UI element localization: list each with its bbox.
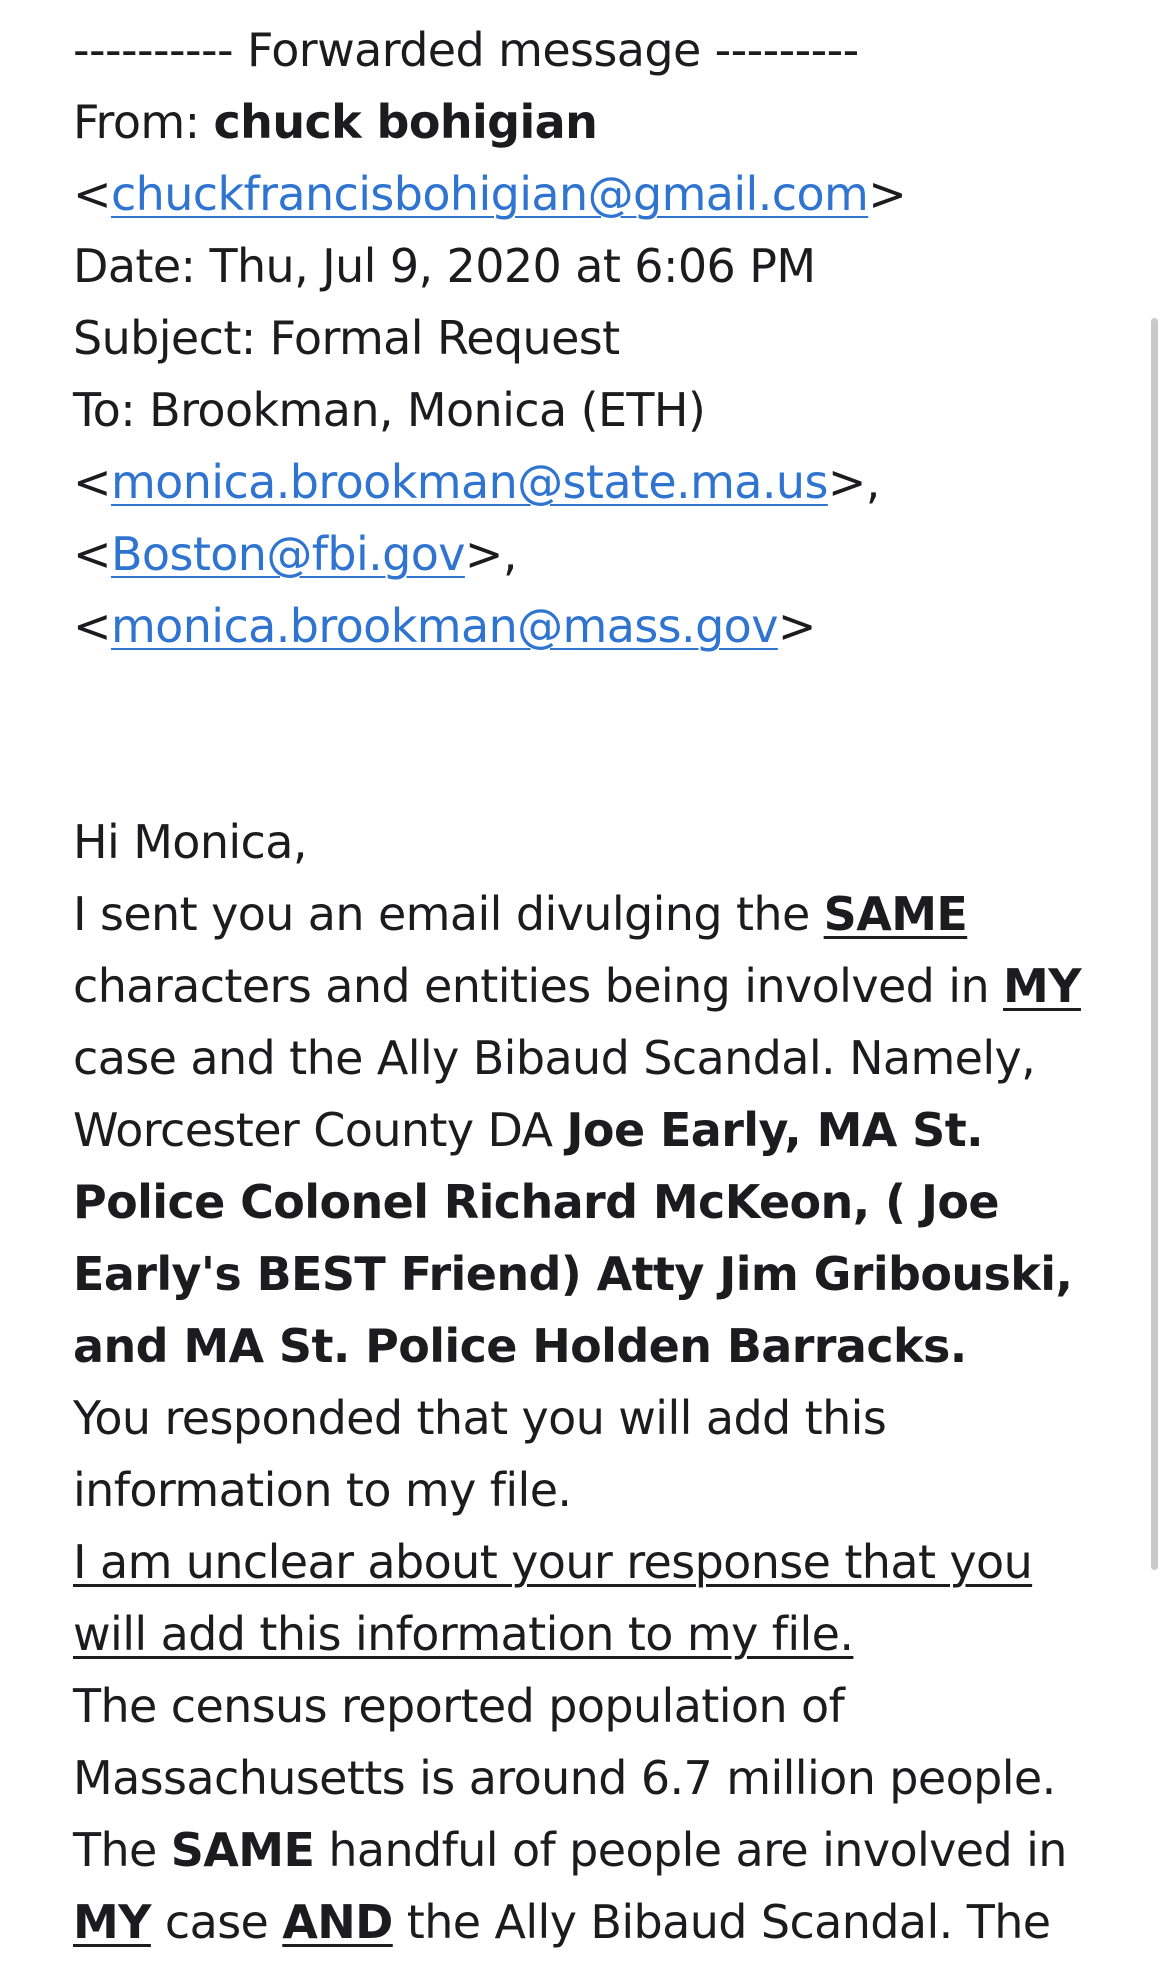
recipient-line-2: <Boston@fbi.gov>, — [73, 527, 517, 581]
recipient-email-link[interactable]: Boston@fbi.gov — [110, 527, 465, 581]
forwarded-header: ---------- Forwarded message --------- — [73, 23, 859, 77]
from-label: From: — [73, 95, 214, 149]
from-email-line: <chuckfrancisbohigian@gmail.com> — [73, 167, 907, 221]
bold-names: Police Colonel Richard McKeon, ( Joe — [73, 1175, 999, 1229]
subject-line: Subject: Formal Request — [73, 311, 620, 365]
body-paragraph: The census reported population of Massachusetts is around 6.7 million people. The SAME handful of people are involved in MY case AND the Ally Bibaud Scandal. The — [73, 1679, 1067, 1949]
sender-name: chuck bohigian — [213, 95, 598, 149]
sender-email-link[interactable]: chuckfrancisbohigian@gmail.com — [110, 167, 869, 221]
emphasis-my: MY — [73, 1895, 151, 1949]
emphasis-same: SAME — [823, 887, 968, 941]
underlined-paragraph: I am unclear about your response that you will add this information to my file. — [73, 1535, 1033, 1661]
body-paragraph: You responded that you will add this information to my file. — [73, 1391, 887, 1517]
to-line: To: Brookman, Monica (ETH) — [73, 383, 706, 437]
vertical-scrollbar[interactable] — [1151, 318, 1158, 1570]
from-line — [73, 86, 1133, 158]
recipient-email-link[interactable]: monica.brookman@state.ma.us — [110, 455, 828, 509]
recipient-line-1: <monica.brookman@state.ma.us>, — [73, 455, 880, 509]
bold-names: Joe Early, MA St. — [566, 1103, 983, 1157]
emphasis-my: MY — [1003, 959, 1081, 1013]
body-paragraph: I sent you an email divulging the SAME characters and entities being involved in MY case and the Ally Bibaud Scandal. Namely, Worcester County DA Joe Early, MA St. Police Colonel Richard McKeon, ( Joe Early's BEST Friend) Atty Jim Gribouski, and MA St. Police Holden Barracks. — [73, 887, 1081, 1373]
emphasis-and: AND — [282, 1895, 393, 1949]
date-line: Date: Thu, Jul 9, 2020 at 6:06 PM — [73, 239, 816, 293]
bold-names: and MA St. Police Holden Barracks. — [73, 1319, 967, 1373]
recipient-email-link[interactable]: monica.brookman@mass.gov — [110, 599, 778, 653]
emphasis-same: SAME — [170, 1823, 315, 1877]
recipient-line-3: <monica.brookman@mass.gov> — [73, 599, 816, 653]
greeting: Hi Monica, — [73, 815, 307, 869]
blank-space — [73, 662, 1133, 806]
bold-names: Early's BEST Friend) Atty Jim Gribouski, — [73, 1247, 1073, 1301]
email-message — [73, 14, 1133, 1958]
